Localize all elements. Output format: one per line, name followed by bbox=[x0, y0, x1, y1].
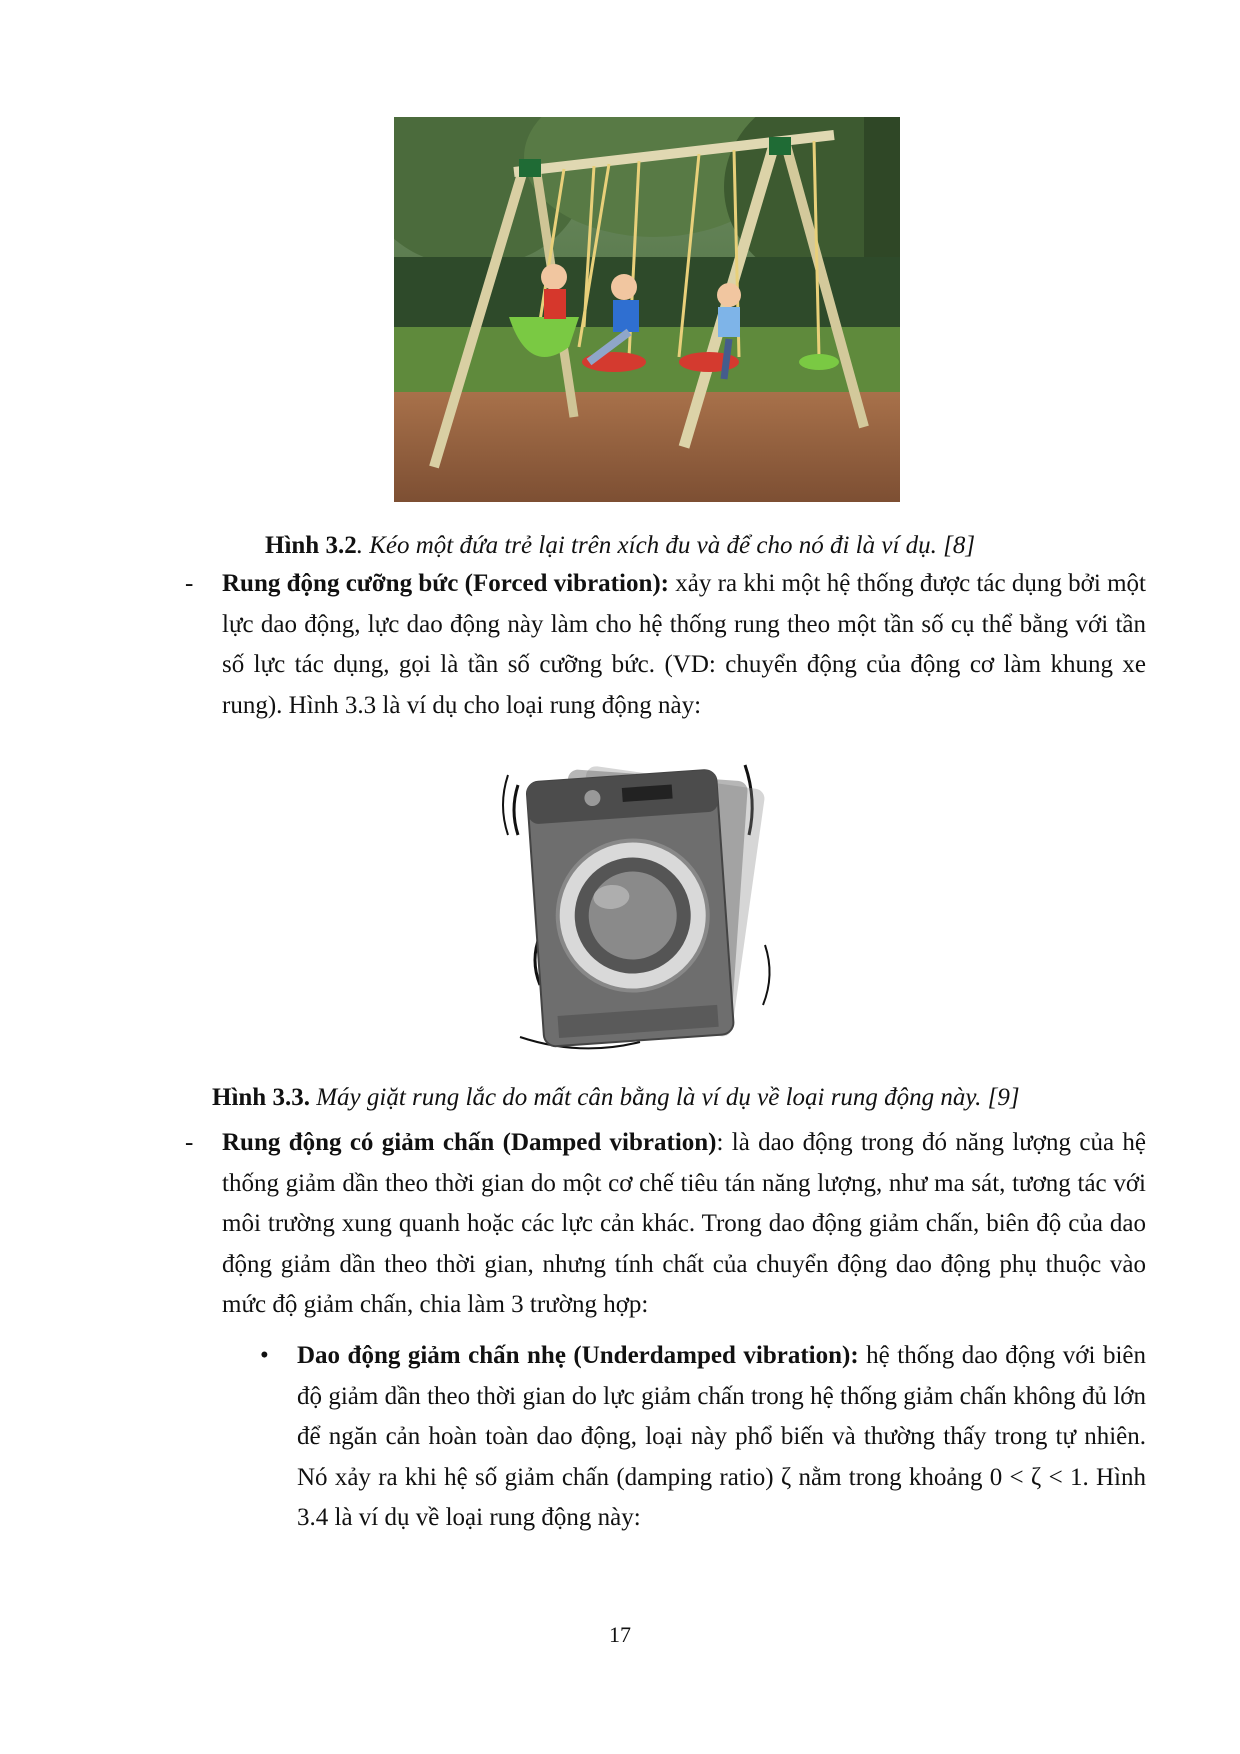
forced-vibration-text: xảy ra khi một hệ thống được tác dụng bởi một lực dao động, lực dao động này làm cho hệ thống rung theo một tần số cụ thể bằng với tần số lực tác dụng, gọi là tần số cưỡng bức. (VD: chuyển động của động cơ làm khung xe rung). Hình 3.3 là ví dụ cho loại rung động này: bbox=[222, 570, 1147, 719]
figure-3-3-caption-text: Máy giặt rung lắc do mất cân bằng là ví dụ về loại rung động này. [9] bbox=[316, 1084, 1020, 1111]
swing-set-photo bbox=[394, 117, 900, 502]
figure-3-3-label: Hình 3.3. bbox=[212, 1084, 310, 1111]
page-number: 17 bbox=[609, 1622, 631, 1647]
washing-machine-photo bbox=[500, 745, 790, 1060]
forced-dash: - bbox=[185, 570, 194, 597]
underdamped-text: hệ thống dao động với biên độ giảm dần theo thời gian do lực giảm chấn trong hệ thống giảm chấn không đủ lớn để ngăn cản hoàn toàn dao động, loại này phổ biến và thường thấy trong tự nhiên. Nó xảy ra khi hệ số giảm chấn (damping ratio) ζ nằm trong khoảng 0 < ζ < 1. Hình 3.4 là ví dụ về loại rung động này: bbox=[297, 1342, 1146, 1531]
figure-3-2-text: . Kéo một đứa trẻ lại trên xích đu và để cho nó đi là ví dụ. [8] bbox=[356, 532, 976, 559]
underdamped-bullet: • bbox=[260, 1342, 269, 1369]
underdamped-title: Dao động giảm chấn nhẹ (Underdamped vibration): bbox=[297, 1342, 859, 1369]
forced-vibration-title: Rung động cưỡng bức (Forced vibration): bbox=[222, 570, 670, 597]
figure-3-3-caption bbox=[212, 1083, 1020, 1113]
underdamped-paragraph bbox=[297, 1336, 1146, 1539]
swing-set-illustration bbox=[394, 117, 900, 502]
washing-machine-illustration bbox=[500, 745, 790, 1060]
figure-3-2-caption-text: Kéo một đứa trẻ lại trên xích đu và để cho nó đi là ví dụ. [8] bbox=[369, 532, 976, 559]
figure-3-2-label: Hình 3.2 bbox=[265, 532, 357, 559]
figure-3-2-caption bbox=[265, 531, 975, 561]
damped-dash: - bbox=[185, 1129, 194, 1156]
damped-vibration-paragraph bbox=[222, 1123, 1146, 1326]
forced-vibration-paragraph bbox=[222, 564, 1146, 726]
damped-vibration-text: : là dao động trong đó năng lượng của hệ thống giảm dần theo thời gian do một cơ chế tiêu tán năng lượng, như ma sát, tương tác với môi trường xung quanh hoặc các lực cản khác. Trong dao động giảm chấn, biên độ của dao động giảm dần theo thời gian, nhưng tính chất của chuyển động dao động phụ thuộc vào mức độ giảm chấn, chia làm 3 trường hợp: bbox=[222, 1129, 1146, 1318]
damped-vibration-title: Rung động có giảm chấn (Damped vibration) bbox=[222, 1129, 717, 1156]
